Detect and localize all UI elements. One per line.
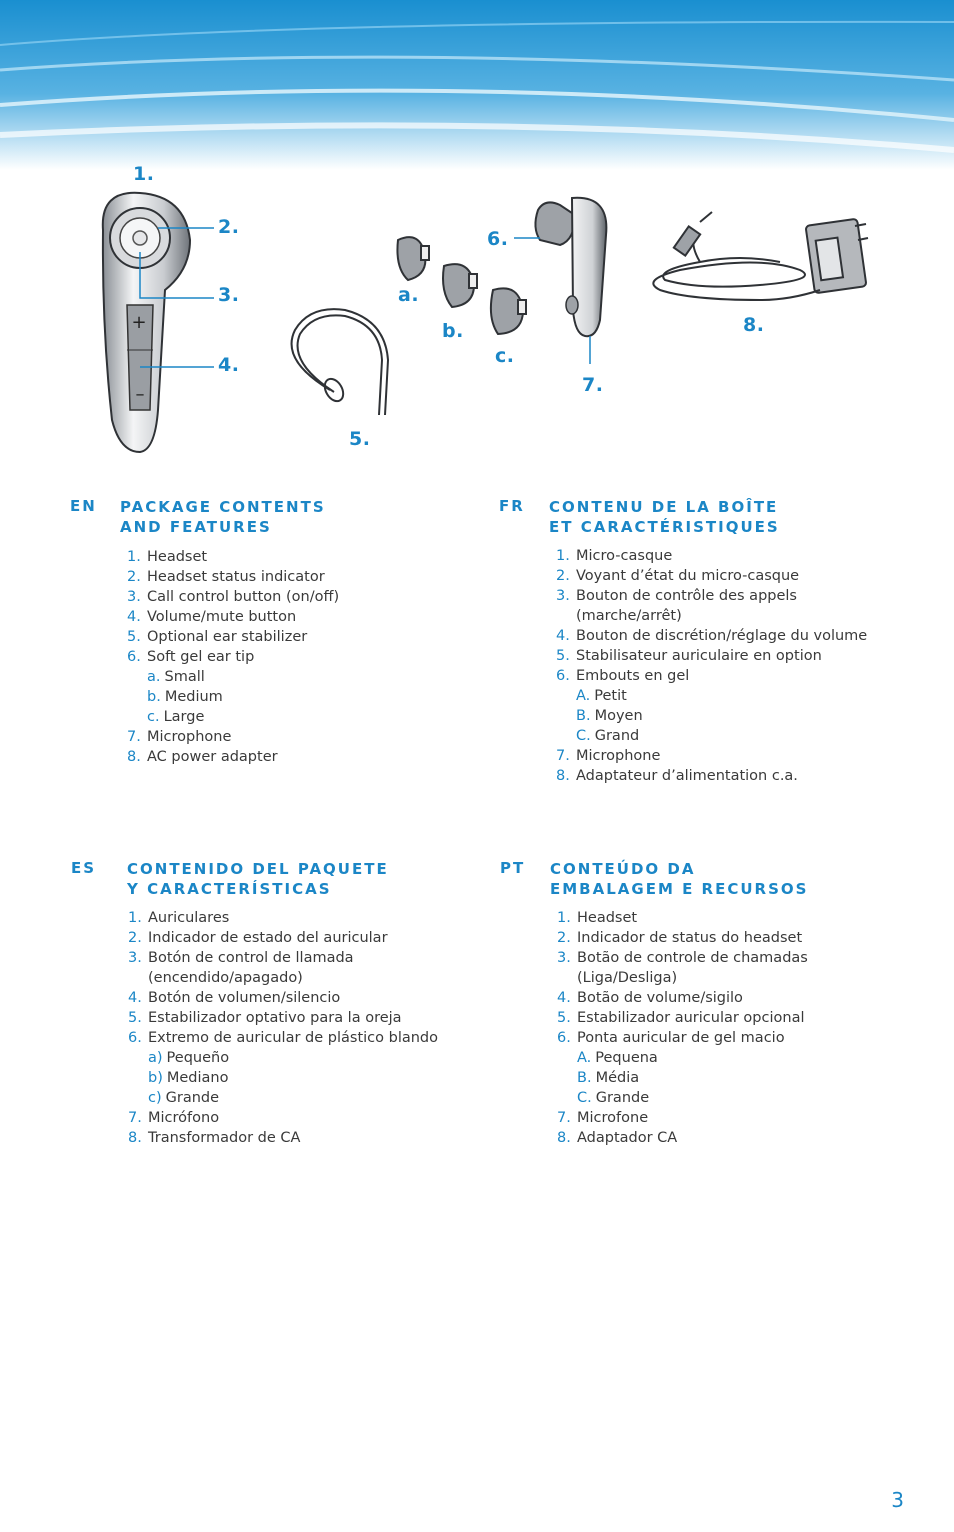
list-item <box>127 587 467 607</box>
list-item <box>557 928 937 948</box>
lang-code: FR <box>499 497 525 515</box>
item-number: a. <box>147 669 161 685</box>
list-item <box>128 908 478 928</box>
item-text: Botão de volume/sigilo <box>577 990 743 1006</box>
item-text: (Liga/Desliga) <box>577 970 678 986</box>
item-number: B. <box>576 708 591 724</box>
item-number: c) <box>148 1090 162 1106</box>
list-item <box>557 1008 937 1028</box>
item-number: 4. <box>127 609 141 625</box>
list-item <box>127 547 467 567</box>
item-text: Large <box>163 709 205 725</box>
list-item <box>556 566 936 586</box>
item-text: Adaptateur d’alimentation c.a. <box>576 768 798 784</box>
callout-b: b. <box>442 320 464 342</box>
list-item <box>127 687 467 707</box>
item-number: 4. <box>128 990 142 1006</box>
contents-list <box>556 546 936 786</box>
item-text: Média <box>595 1070 640 1086</box>
section-pt <box>500 859 940 1146</box>
list-item <box>557 988 937 1008</box>
ac-adapter-drawing <box>653 212 868 300</box>
contents-list <box>128 908 478 1148</box>
item-text: Volume/mute button <box>147 609 297 625</box>
item-number: 1. <box>557 910 571 926</box>
item-text: Pequena <box>595 1050 658 1066</box>
item-number: 5. <box>127 629 141 645</box>
item-number: A. <box>577 1050 592 1066</box>
list-item <box>557 1128 937 1148</box>
lang-code: ES <box>71 859 97 877</box>
item-text: AC power adapter <box>147 749 278 765</box>
item-number: C. <box>577 1090 592 1106</box>
product-illustration <box>0 0 954 470</box>
section-title: CONTENU DE LA BOÎTE ET CARACTÉRISTIQUES <box>549 498 780 536</box>
list-item <box>556 626 936 646</box>
item-number: 6. <box>557 1030 571 1046</box>
item-text: Medium <box>164 689 223 705</box>
list-item <box>557 1048 937 1068</box>
list-item <box>128 968 478 988</box>
list-item <box>556 606 936 626</box>
item-text: Indicador de status do headset <box>577 930 803 946</box>
item-text: Voyant d’état du micro-casque <box>576 568 800 584</box>
item-text: Bouton de discrétion/réglage du volume <box>576 628 868 644</box>
callout-1: 1. <box>133 163 155 185</box>
list-item <box>128 988 478 1008</box>
item-number: 3. <box>127 589 141 605</box>
lang-code: PT <box>500 859 526 877</box>
list-item <box>556 666 936 686</box>
list-item <box>556 586 936 606</box>
item-number: a) <box>148 1050 163 1066</box>
item-number: 8. <box>557 1130 571 1146</box>
list-item <box>557 1108 937 1128</box>
list-item <box>127 727 467 747</box>
item-text: Stabilisateur auriculaire en option <box>576 648 822 664</box>
item-number: 5. <box>556 648 570 664</box>
callout-6: 6. <box>487 228 509 250</box>
item-number: 8. <box>127 749 141 765</box>
callout-8: 8. <box>743 314 765 336</box>
section-header <box>500 859 940 903</box>
list-item <box>556 746 936 766</box>
item-number: 7. <box>127 729 141 745</box>
item-number: 8. <box>556 768 570 784</box>
item-text: (marche/arrêt) <box>576 608 682 624</box>
item-number: 2. <box>557 930 571 946</box>
list-item <box>128 1068 478 1088</box>
item-number: 3. <box>557 950 571 966</box>
item-text: Botão de controle de chamadas <box>577 950 808 966</box>
ear-stabilizer-drawing <box>292 309 388 415</box>
item-number: 4. <box>556 628 570 644</box>
list-item <box>128 1108 478 1128</box>
item-number: b. <box>147 689 161 705</box>
item-number: B. <box>577 1070 592 1086</box>
section-fr <box>499 497 939 784</box>
item-text: Microphone <box>147 729 232 745</box>
list-item <box>557 968 937 988</box>
microphone-drawing <box>535 198 606 336</box>
item-text: Extremo de auricular de plástico blando <box>148 1030 438 1046</box>
headset-drawing <box>103 193 190 452</box>
list-item <box>127 567 467 587</box>
section-title: CONTENIDO DEL PAQUETE Y CARACTERÍSTICAS <box>127 860 389 898</box>
item-number: 7. <box>128 1110 142 1126</box>
list-item <box>128 1128 478 1148</box>
item-number: c. <box>147 709 160 725</box>
callout-c: c. <box>495 345 515 367</box>
list-item <box>128 1028 478 1048</box>
item-number: 3. <box>128 950 142 966</box>
section-header <box>499 497 939 541</box>
item-text: Botón de volumen/silencio <box>148 990 341 1006</box>
item-text: (encendido/apagado) <box>148 970 303 986</box>
list-item <box>557 948 937 968</box>
item-number: 2. <box>128 930 142 946</box>
svg-text:–: – <box>135 384 145 405</box>
item-text: Petit <box>594 688 627 704</box>
list-item <box>556 766 936 786</box>
item-number: A. <box>576 688 591 704</box>
contents-list <box>127 547 467 767</box>
item-text: Headset <box>147 549 208 565</box>
list-item <box>127 667 467 687</box>
item-number: 1. <box>127 549 141 565</box>
item-text: Estabilizador optativo para la oreja <box>148 1010 402 1026</box>
section-header <box>71 859 481 903</box>
list-item <box>127 747 467 767</box>
callout-a: a. <box>398 284 420 306</box>
item-text: Soft gel ear tip <box>147 649 255 665</box>
item-text: Optional ear stabilizer <box>147 629 308 645</box>
section-header <box>70 497 470 541</box>
item-text: Grande <box>165 1090 220 1106</box>
list-item <box>127 627 467 647</box>
item-number: 4. <box>557 990 571 1006</box>
item-number: 2. <box>556 568 570 584</box>
list-item <box>128 948 478 968</box>
lang-code: EN <box>70 497 97 515</box>
item-text: Adaptador CA <box>577 1130 678 1146</box>
item-text: Botón de control de llamada <box>148 950 354 966</box>
item-text: Micro-casque <box>576 548 673 564</box>
section-es <box>71 859 481 1146</box>
list-item <box>556 646 936 666</box>
item-number: 5. <box>557 1010 571 1026</box>
item-text: Micrófono <box>148 1110 220 1126</box>
section-title: CONTEÚDO DA EMBALAGEM E RECURSOS <box>550 860 809 898</box>
list-item <box>557 1068 937 1088</box>
item-text: Indicador de estado del auricular <box>148 930 388 946</box>
item-number: 5. <box>128 1010 142 1026</box>
list-item <box>556 726 936 746</box>
list-item <box>128 1088 478 1108</box>
callout-4: 4. <box>218 354 240 376</box>
item-number: 6. <box>556 668 570 684</box>
item-text: Small <box>164 669 205 685</box>
callout-7: 7. <box>582 374 604 396</box>
item-number: C. <box>576 728 591 744</box>
item-text: Headset <box>577 910 638 926</box>
item-number: 1. <box>556 548 570 564</box>
item-text: Ponta auricular de gel macio <box>577 1030 785 1046</box>
page-number: 3 <box>891 1488 904 1512</box>
item-text: Call control button (on/off) <box>147 589 340 605</box>
item-number: 7. <box>556 748 570 764</box>
list-item <box>128 1048 478 1068</box>
item-number: 6. <box>127 649 141 665</box>
item-text: Estabilizador auricular opcional <box>577 1010 805 1026</box>
item-text: Bouton de contrôle des appels <box>576 588 797 604</box>
contents-list <box>557 908 937 1148</box>
list-item <box>127 647 467 667</box>
item-number: 8. <box>128 1130 142 1146</box>
callout-5: 5. <box>349 428 371 450</box>
callout-3: 3. <box>218 284 240 306</box>
item-text: Moyen <box>594 708 643 724</box>
section-en <box>70 497 470 765</box>
item-text: Pequeño <box>166 1050 230 1066</box>
item-text: Auriculares <box>148 910 230 926</box>
item-text: Grande <box>595 1090 650 1106</box>
item-number: 6. <box>128 1030 142 1046</box>
item-text: Mediano <box>166 1070 229 1086</box>
callout-2: 2. <box>218 216 240 238</box>
list-item <box>127 707 467 727</box>
list-item <box>557 1088 937 1108</box>
section-title: PACKAGE CONTENTS AND FEATURES <box>120 498 326 536</box>
item-number: b) <box>148 1070 163 1086</box>
svg-text:+: + <box>131 312 147 333</box>
item-text: Microphone <box>576 748 661 764</box>
list-item <box>127 607 467 627</box>
item-text: Microfone <box>577 1110 649 1126</box>
item-text: Embouts en gel <box>576 668 690 684</box>
list-item <box>128 1008 478 1028</box>
list-item <box>556 706 936 726</box>
list-item <box>557 1028 937 1048</box>
item-number: 1. <box>128 910 142 926</box>
item-number: 7. <box>557 1110 571 1126</box>
item-text: Grand <box>594 728 640 744</box>
item-number: 2. <box>127 569 141 585</box>
item-number: 3. <box>556 588 570 604</box>
list-item <box>556 686 936 706</box>
list-item <box>128 928 478 948</box>
item-text: Headset status indicator <box>147 569 325 585</box>
list-item <box>557 908 937 928</box>
list-item <box>556 546 936 566</box>
item-text: Transformador de CA <box>148 1130 301 1146</box>
